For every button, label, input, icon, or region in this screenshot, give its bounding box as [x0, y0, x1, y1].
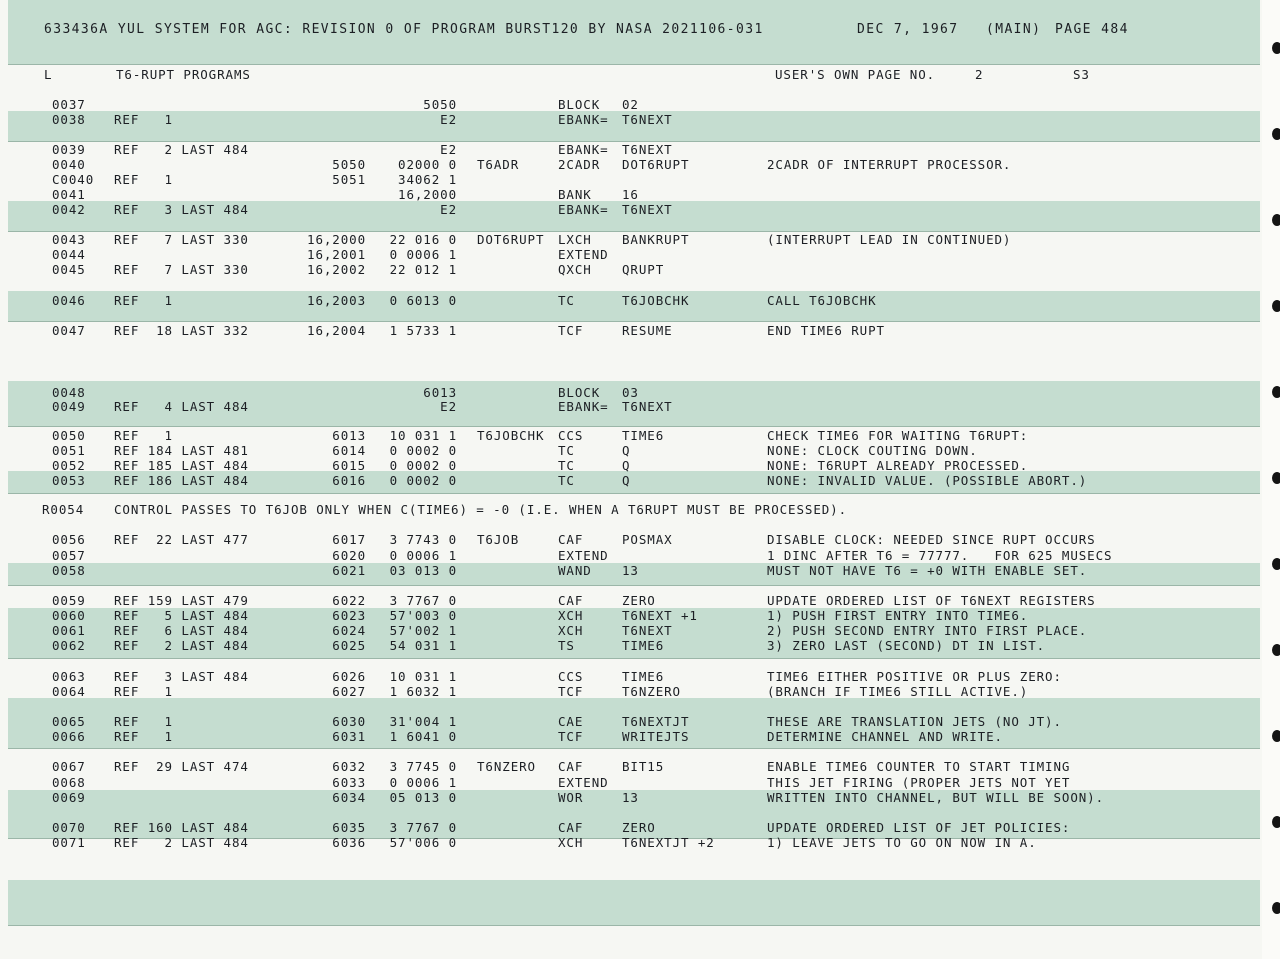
- opcode: CAF: [558, 820, 584, 835]
- location: 16,2002: [307, 262, 366, 277]
- ref-info: REF 4 LAST 484: [114, 399, 249, 414]
- row-rule: [8, 64, 1260, 65]
- operand: T6NEXT: [622, 202, 673, 217]
- location: 6021: [332, 563, 366, 578]
- ref-info: REF 6 LAST 484: [114, 623, 249, 638]
- octal-word: 03 013 0: [389, 563, 457, 578]
- comment: THIS JET FIRING (PROPER JETS NOT YET: [767, 775, 1071, 790]
- feed-hole: [1272, 816, 1280, 828]
- comment: ENABLE TIME6 COUNTER TO START TIMING: [767, 759, 1071, 774]
- ref-info: REF 1: [114, 428, 173, 443]
- ref-info: REF 1: [114, 293, 173, 308]
- operand: WRITEJTS: [622, 729, 690, 744]
- location: 6032: [332, 759, 366, 774]
- seq-number: 0066: [52, 729, 86, 744]
- ref-info: REF 159 LAST 479: [114, 593, 249, 608]
- octal-word: 5050: [423, 97, 457, 112]
- seq-number: 0064: [52, 684, 86, 699]
- octal-word: E2: [440, 112, 457, 127]
- row-rule: [8, 321, 1260, 322]
- octal-word: E2: [440, 142, 457, 157]
- ref-info: REF 22 LAST 477: [114, 532, 249, 547]
- seq-number: 0047: [52, 323, 86, 338]
- seq-number: 0059: [52, 593, 86, 608]
- ref-info: REF 3 LAST 484: [114, 202, 249, 217]
- seq-number: 0037: [52, 97, 86, 112]
- opcode: EXTEND: [558, 247, 609, 262]
- ref-info: REF 1: [114, 172, 173, 187]
- operand: TIME6: [622, 638, 665, 653]
- octal-word: 0 0006 1: [389, 775, 457, 790]
- opcode: WAND: [558, 563, 592, 578]
- seq-number: 0042: [52, 202, 86, 217]
- opcode: XCH: [558, 835, 584, 850]
- remark-seq: R0054: [42, 502, 85, 517]
- opcode: 2CADR: [558, 157, 601, 172]
- opcode: LXCH: [558, 232, 592, 247]
- feed-hole: [1272, 214, 1280, 226]
- ref-info: REF 18 LAST 332: [114, 323, 249, 338]
- page-number: PAGE 484: [1055, 22, 1129, 37]
- users-page-number: 2: [975, 67, 984, 82]
- comment: 2) PUSH SECOND ENTRY INTO FIRST PLACE.: [767, 623, 1088, 638]
- seq-number: C0040: [52, 172, 95, 187]
- seq-number: 0061: [52, 623, 86, 638]
- feed-hole: [1272, 42, 1280, 54]
- operand: Q: [622, 458, 631, 473]
- opcode: TC: [558, 443, 575, 458]
- listing-header: 633436A YUL SYSTEM FOR AGC: REVISION 0 OF PROGRAM BURST120 BY NASA 2021106-031: [44, 22, 764, 37]
- location: 6015: [332, 458, 366, 473]
- operand: 13: [622, 563, 639, 578]
- location: 6027: [332, 684, 366, 699]
- octal-word: 57'006 0: [389, 835, 457, 850]
- octal-word: 0 0002 0: [389, 473, 457, 488]
- opcode: TCF: [558, 729, 584, 744]
- octal-word: 22 012 1: [389, 262, 457, 277]
- opcode: EBANK=: [558, 112, 609, 127]
- listing-date: DEC 7, 1967: [857, 22, 959, 37]
- location: 6033: [332, 775, 366, 790]
- opcode: EXTEND: [558, 775, 609, 790]
- section-title: T6-RUPT PROGRAMS: [116, 67, 251, 82]
- seq-number: 0048: [52, 385, 86, 400]
- ref-info: REF 1: [114, 112, 173, 127]
- ref-info: REF 29 LAST 474: [114, 759, 249, 774]
- octal-word: 3 7767 0: [389, 593, 457, 608]
- location: 16,2000: [307, 232, 366, 247]
- opcode: BLOCK: [558, 97, 601, 112]
- ref-info: REF 5 LAST 484: [114, 608, 249, 623]
- ref-info: REF 185 LAST 484: [114, 458, 249, 473]
- row-rule: [8, 658, 1260, 659]
- seq-number: 0058: [52, 563, 86, 578]
- location: 5051: [332, 172, 366, 187]
- seq-number: 0046: [52, 293, 86, 308]
- seq-number: 0040: [52, 157, 86, 172]
- section-code: S3: [1073, 67, 1090, 82]
- octal-word: 0 0006 1: [389, 548, 457, 563]
- comment: (BRANCH IF TIME6 STILL ACTIVE.): [767, 684, 1029, 699]
- listing-column-l: L: [44, 67, 53, 82]
- ref-info: REF 1: [114, 714, 173, 729]
- opcode: TS: [558, 638, 575, 653]
- feed-hole: [1272, 128, 1280, 140]
- seq-number: 0068: [52, 775, 86, 790]
- octal-word: 3 7745 0: [389, 759, 457, 774]
- opcode: XCH: [558, 608, 584, 623]
- octal-word: 3 7767 0: [389, 820, 457, 835]
- feed-hole: [1272, 902, 1280, 914]
- location: 6022: [332, 593, 366, 608]
- opcode: CAF: [558, 593, 584, 608]
- seq-number: 0041: [52, 187, 86, 202]
- opcode: WOR: [558, 790, 584, 805]
- location: 16,2003: [307, 293, 366, 308]
- users-page-label: USER'S OWN PAGE NO.: [775, 67, 936, 82]
- feed-hole: [1272, 472, 1280, 484]
- symbol-label: DOT6RUPT: [477, 232, 545, 247]
- octal-word: 02000 0: [398, 157, 457, 172]
- operand: 03: [622, 385, 639, 400]
- location: 16,2001: [307, 247, 366, 262]
- location: 6023: [332, 608, 366, 623]
- location: 6030: [332, 714, 366, 729]
- opcode: CCS: [558, 669, 584, 684]
- location: 16,2004: [307, 323, 366, 338]
- seq-number: 0038: [52, 112, 86, 127]
- comment: (INTERRUPT LEAD IN CONTINUED): [767, 232, 1012, 247]
- octal-word: E2: [440, 202, 457, 217]
- remark-text: CONTROL PASSES TO T6JOB ONLY WHEN C(TIME6) = -0 (I.E. WHEN A T6RUPT MUST BE PROCESSED).: [114, 502, 848, 517]
- opcode: BLOCK: [558, 385, 601, 400]
- feed-hole: [1272, 558, 1280, 570]
- opcode: TCF: [558, 684, 584, 699]
- octal-word: 57'002 1: [389, 623, 457, 638]
- location: 6016: [332, 473, 366, 488]
- operand: BIT15: [622, 759, 665, 774]
- opcode: CAF: [558, 759, 584, 774]
- opcode: TC: [558, 458, 575, 473]
- operand: RESUME: [622, 323, 673, 338]
- location: 6036: [332, 835, 366, 850]
- ref-info: REF 7 LAST 330: [114, 232, 249, 247]
- operand: T6NEXT: [622, 112, 673, 127]
- comment: UPDATE ORDERED LIST OF JET POLICIES:: [767, 820, 1071, 835]
- comment: DETERMINE CHANNEL AND WRITE.: [767, 729, 1003, 744]
- comment: END TIME6 RUPT: [767, 323, 885, 338]
- seq-number: 0043: [52, 232, 86, 247]
- operand: T6NEXTJT +2: [622, 835, 715, 850]
- location: 6020: [332, 548, 366, 563]
- seq-number: 0062: [52, 638, 86, 653]
- octal-word: 1 6032 1: [389, 684, 457, 699]
- feed-hole: [1272, 644, 1280, 656]
- octal-word: 6013: [423, 385, 457, 400]
- location: 6026: [332, 669, 366, 684]
- opcode: BANK: [558, 187, 592, 202]
- ref-info: REF 2 LAST 484: [114, 142, 249, 157]
- ref-info: REF 186 LAST 484: [114, 473, 249, 488]
- listing-main-label: (MAIN): [986, 22, 1042, 37]
- operand: T6JOBCHK: [622, 293, 690, 308]
- octal-word: 0 0006 1: [389, 247, 457, 262]
- opcode: EBANK=: [558, 202, 609, 217]
- location: 5050: [332, 157, 366, 172]
- location: 6013: [332, 428, 366, 443]
- symbol-label: T6NZERO: [477, 759, 536, 774]
- location: 6025: [332, 638, 366, 653]
- seq-number: 0049: [52, 399, 86, 414]
- octal-word: 1 5733 1: [389, 323, 457, 338]
- operand: BANKRUPT: [622, 232, 690, 247]
- comment: NONE: T6RUPT ALREADY PROCESSED.: [767, 458, 1029, 473]
- octal-word: 54 031 1: [389, 638, 457, 653]
- operand: T6NEXT +1: [622, 608, 698, 623]
- row-rule: [8, 925, 1260, 926]
- seq-number: 0053: [52, 473, 86, 488]
- row-rule: [8, 748, 1260, 749]
- seq-number: 0070: [52, 820, 86, 835]
- comment: CHECK TIME6 FOR WAITING T6RUPT:: [767, 428, 1029, 443]
- feed-hole: [1272, 730, 1280, 742]
- ref-info: REF 7 LAST 330: [114, 262, 249, 277]
- seq-number: 0063: [52, 669, 86, 684]
- comment: NONE: CLOCK COUTING DOWN.: [767, 443, 978, 458]
- comment: WRITTEN INTO CHANNEL, BUT WILL BE SOON).: [767, 790, 1105, 805]
- opcode: TC: [558, 293, 575, 308]
- comment: CALL T6JOBCHK: [767, 293, 877, 308]
- operand: 13: [622, 790, 639, 805]
- operand: TIME6: [622, 428, 665, 443]
- seq-number: 0052: [52, 458, 86, 473]
- operand: Q: [622, 443, 631, 458]
- comment: MUST NOT HAVE T6 = +0 WITH ENABLE SET.: [767, 563, 1088, 578]
- octal-word: 34062 1: [398, 172, 457, 187]
- seq-number: 0060: [52, 608, 86, 623]
- octal-word: 31'004 1: [389, 714, 457, 729]
- octal-word: 0 6013 0: [389, 293, 457, 308]
- seq-number: 0071: [52, 835, 86, 850]
- octal-word: 05 013 0: [389, 790, 457, 805]
- octal-word: E2: [440, 399, 457, 414]
- octal-word: 16,2000: [398, 187, 457, 202]
- ref-info: REF 2 LAST 484: [114, 638, 249, 653]
- symbol-label: T6JOBCHK: [477, 428, 545, 443]
- feed-hole: [1272, 386, 1280, 398]
- seq-number: 0056: [52, 532, 86, 547]
- opcode: CAF: [558, 532, 584, 547]
- seq-number: 0069: [52, 790, 86, 805]
- operand: ZERO: [622, 820, 656, 835]
- operand: TIME6: [622, 669, 665, 684]
- opcode: EBANK=: [558, 142, 609, 157]
- symbol-label: T6ADR: [477, 157, 520, 172]
- operand: DOT6RUPT: [622, 157, 690, 172]
- seq-number: 0057: [52, 548, 86, 563]
- opcode: TCF: [558, 323, 584, 338]
- operand: T6NEXT: [622, 623, 673, 638]
- octal-word: 0 0002 0: [389, 443, 457, 458]
- row-rule: [8, 493, 1260, 494]
- seq-number: 0039: [52, 142, 86, 157]
- row-rule: [8, 426, 1260, 427]
- operand: 16: [622, 187, 639, 202]
- operand: T6NEXT: [622, 399, 673, 414]
- opcode: QXCH: [558, 262, 592, 277]
- ref-info: REF 160 LAST 484: [114, 820, 249, 835]
- ref-info: REF 3 LAST 484: [114, 669, 249, 684]
- comment: 1) PUSH FIRST ENTRY INTO TIME6.: [767, 608, 1029, 623]
- operand: T6NZERO: [622, 684, 681, 699]
- opcode: XCH: [558, 623, 584, 638]
- symbol-label: T6JOB: [477, 532, 520, 547]
- location: 6024: [332, 623, 366, 638]
- green-band: [8, 880, 1260, 925]
- location: 6035: [332, 820, 366, 835]
- opcode: CAE: [558, 714, 584, 729]
- octal-word: 3 7743 0: [389, 532, 457, 547]
- comment: DISABLE CLOCK: NEEDED SINCE RUPT OCCURS: [767, 532, 1096, 547]
- octal-word: 10 031 1: [389, 428, 457, 443]
- seq-number: 0050: [52, 428, 86, 443]
- ref-info: REF 184 LAST 481: [114, 443, 249, 458]
- ref-info: REF 1: [114, 684, 173, 699]
- location: 6034: [332, 790, 366, 805]
- operand: T6NEXT: [622, 142, 673, 157]
- octal-word: 57'003 0: [389, 608, 457, 623]
- operand: 02: [622, 97, 639, 112]
- octal-word: 22 016 0: [389, 232, 457, 247]
- comment: 1) LEAVE JETS TO GO ON NOW IN A.: [767, 835, 1037, 850]
- opcode: EBANK=: [558, 399, 609, 414]
- opcode: CCS: [558, 428, 584, 443]
- row-rule: [8, 585, 1260, 586]
- comment: TIME6 EITHER POSITIVE OR PLUS ZERO:: [767, 669, 1062, 684]
- location: 6014: [332, 443, 366, 458]
- operand: Q: [622, 473, 631, 488]
- ref-info: REF 1: [114, 729, 173, 744]
- comment: 2CADR OF INTERRUPT PROCESSOR.: [767, 157, 1012, 172]
- operand: ZERO: [622, 593, 656, 608]
- opcode: TC: [558, 473, 575, 488]
- octal-word: 10 031 1: [389, 669, 457, 684]
- feed-hole: [1272, 300, 1280, 312]
- octal-word: 0 0002 0: [389, 458, 457, 473]
- comment: 1 DINC AFTER T6 = 77777. FOR 625 MUSECS: [767, 548, 1113, 563]
- comment: NONE: INVALID VALUE. (POSSIBLE ABORT.): [767, 473, 1088, 488]
- location: 6017: [332, 532, 366, 547]
- seq-number: 0051: [52, 443, 86, 458]
- opcode: EXTEND: [558, 548, 609, 563]
- operand: QRUPT: [622, 262, 665, 277]
- octal-word: 1 6041 0: [389, 729, 457, 744]
- seq-number: 0067: [52, 759, 86, 774]
- ref-info: REF 2 LAST 484: [114, 835, 249, 850]
- seq-number: 0044: [52, 247, 86, 262]
- operand: T6NEXTJT: [622, 714, 690, 729]
- seq-number: 0065: [52, 714, 86, 729]
- comment: UPDATE ORDERED LIST OF T6NEXT REGISTERS: [767, 593, 1096, 608]
- comment: THESE ARE TRANSLATION JETS (NO JT).: [767, 714, 1062, 729]
- operand: POSMAX: [622, 532, 673, 547]
- location: 6031: [332, 729, 366, 744]
- comment: 3) ZERO LAST (SECOND) DT IN LIST.: [767, 638, 1046, 653]
- seq-number: 0045: [52, 262, 86, 277]
